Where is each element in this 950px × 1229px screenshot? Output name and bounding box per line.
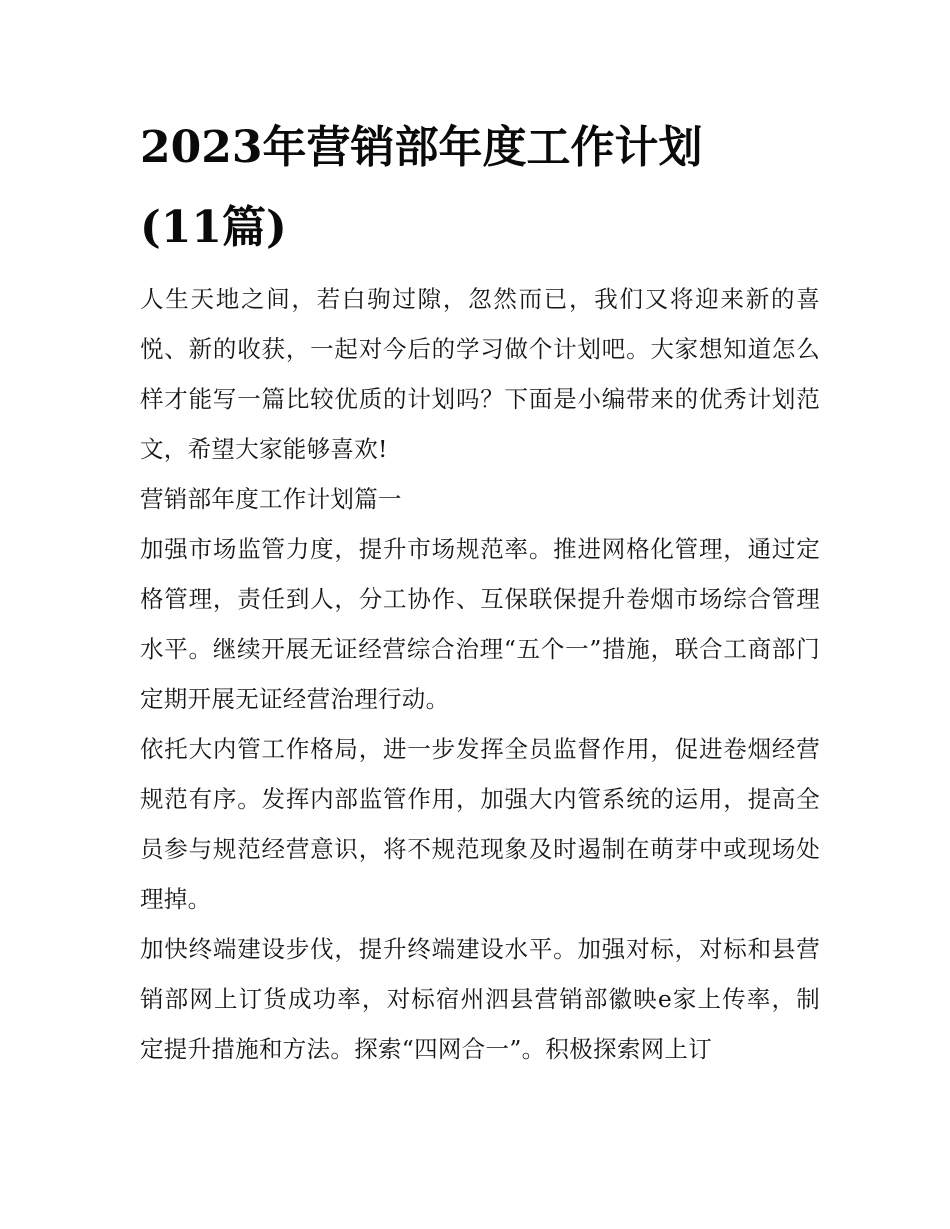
title-line-2: (11篇) xyxy=(140,202,287,253)
body-paragraph-2: 依托大内管工作格局，进一步发挥全员监督作用，促进卷烟经营规范有序。发挥内部监管作用，加强大内管系统的运用，提高全员参与规范经营意识，将不规范现象及时遏制在萌芽中或现场处理掉。 xyxy=(140,735,820,913)
document-page xyxy=(140,108,820,1074)
document-title xyxy=(140,108,820,268)
body-paragraph-1: 加强市场监管力度，提升市场规范率。推进网格化管理，通过定格管理，责任到人，分工协作、互保联保提升卷烟市场综合管理水平。继续开展无证经营综合治理“五个一”措施，联合工商部门定期开展无证经营治理行动。 xyxy=(140,535,820,713)
section-heading: 营销部年度工作计划篇一 xyxy=(140,485,402,513)
title-line-1: 2023年营销部年度工作计划 xyxy=(140,122,703,173)
body-paragraph-3: 加快终端建设步伐，提升终端建设水平。加强对标，对标和县营销部网上订货成功率，对标宿州泗县营销部徽映e家上传率，制定提升措施和方法。探索“四网合一”。积极探索网上订 xyxy=(140,935,820,1063)
intro-paragraph: 人生天地之间，若白驹过隙，忽然而已，我们又将迎来新的喜悦、新的收获，一起对今后的学习做个计划吧。大家想知道怎么样才能写一篇比较优质的计划吗？下面是小编带来的优秀计划范文，希望大家能够喜欢! xyxy=(140,285,820,463)
